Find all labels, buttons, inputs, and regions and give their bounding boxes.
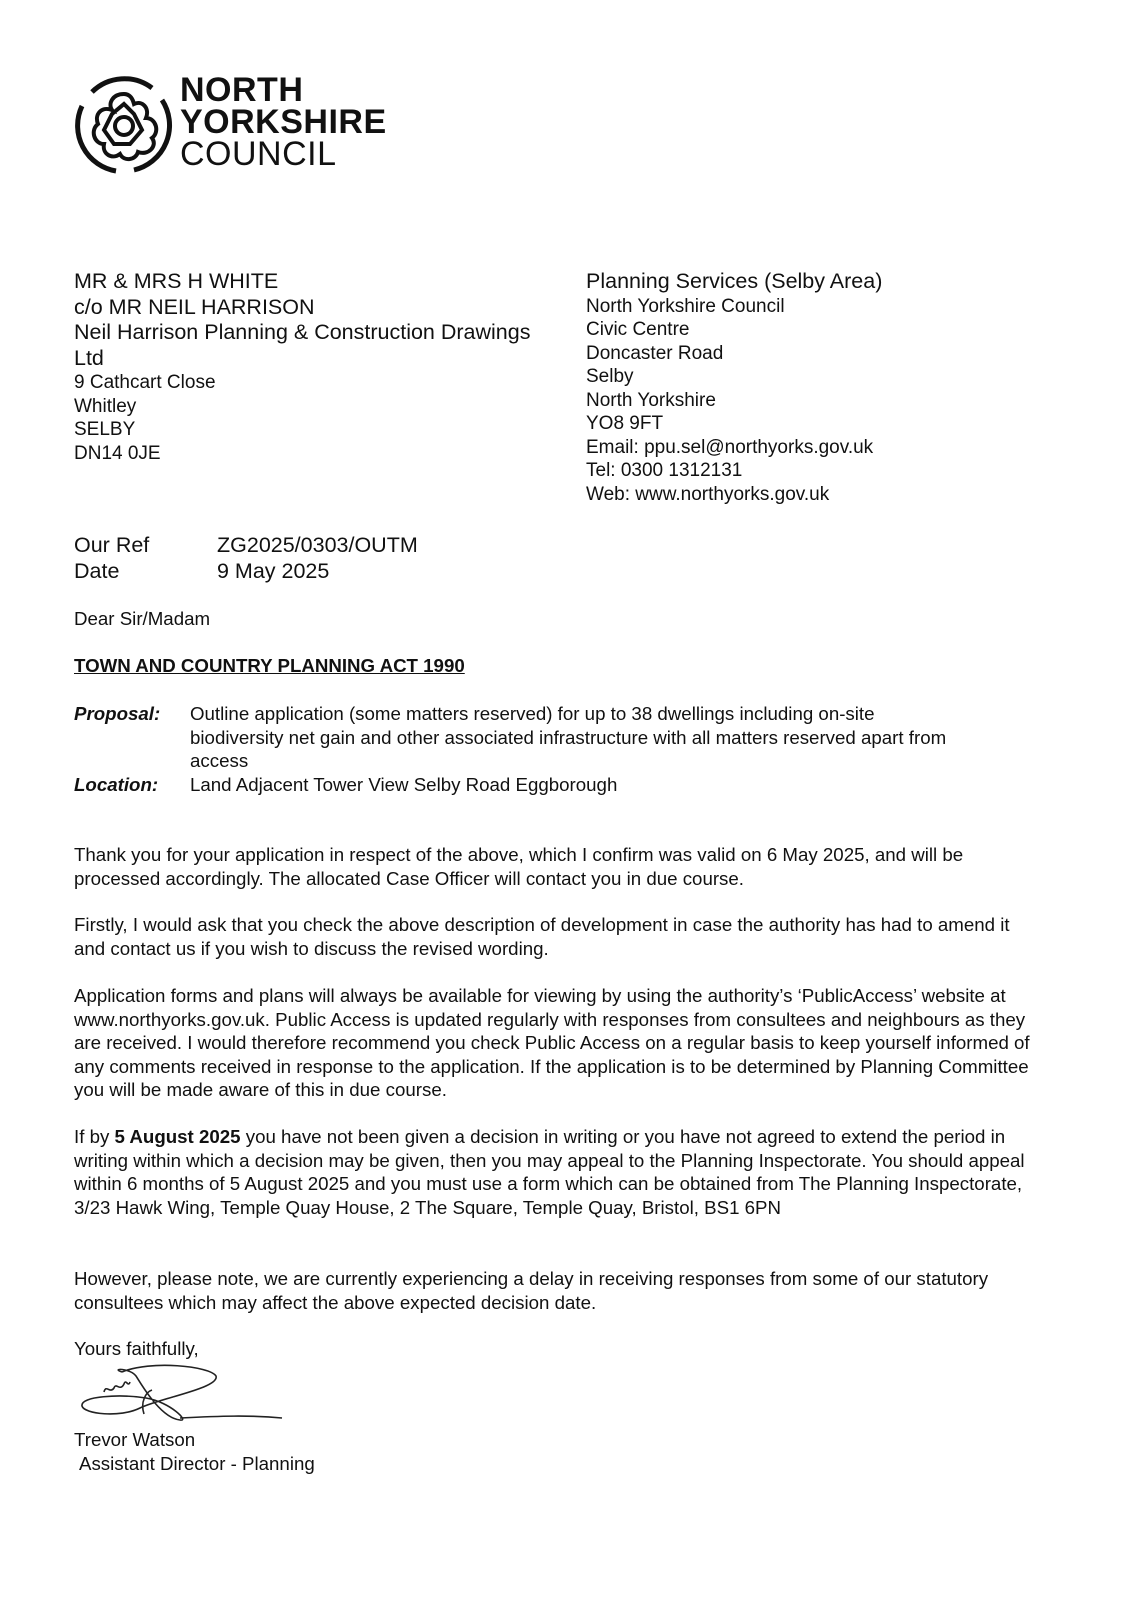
logo-wordmark xyxy=(180,71,387,173)
signatory-name: Trevor Watson xyxy=(74,1429,196,1450)
logo-line-3: COUNCIL xyxy=(180,135,337,173)
recipient-locality: Whitley xyxy=(74,395,137,417)
logo-line-2: YORKSHIRE xyxy=(180,103,387,141)
sender-line: YO8 9FT xyxy=(586,413,664,434)
recipient-postcode: DN14 0JE xyxy=(74,442,161,464)
recipient-address xyxy=(74,269,564,465)
recipient-care-of: c/o MR NEIL HARRISON xyxy=(74,294,315,319)
sender-line: North Yorkshire xyxy=(586,389,716,411)
closing: Yours faithfully, xyxy=(74,1338,199,1359)
proposal-block xyxy=(74,702,1044,796)
paragraph-validation: Thank you for your application in respect of the above, which I confirm was valid on 6 May 2025, and will be processed accordingly. The allocated Case Officer will contact you in due course. xyxy=(74,844,964,889)
our-ref-label: Our Ref xyxy=(74,533,150,557)
signature xyxy=(80,1362,290,1424)
proposal-text: Outline application (some matters reserved) for up to 38 dwellings including on-site biodiversity net gain and other associated infrastructure with all matters reserved apart from access xyxy=(190,703,947,771)
tudor-rose-icon xyxy=(72,74,176,178)
sender-address xyxy=(586,269,1026,506)
sender-line: North Yorkshire Council xyxy=(586,295,785,317)
proposal-label: Proposal: xyxy=(74,703,161,724)
location-label: Location: xyxy=(74,773,159,795)
location-text: Land Adjacent Tower View Selby Road Eggborough xyxy=(190,773,618,795)
signatory-role: Assistant Director - Planning xyxy=(79,1453,315,1474)
council-logo xyxy=(72,72,392,182)
recipient-name: MR & MRS H WHITE xyxy=(74,269,279,293)
salutation: Dear Sir/Madam xyxy=(74,608,211,629)
sender-line: Civic Centre xyxy=(586,319,690,340)
recipient-street: 9 Cathcart Close xyxy=(74,372,216,393)
sender-website: Web: www.northyorks.gov.uk xyxy=(586,483,830,505)
sender-line: Doncaster Road xyxy=(586,342,724,364)
reference-block xyxy=(74,532,418,584)
appeal-text: you have not been given a decision in writing or you have not agreed to extend the period in writing within which a decision may be given, then you may appeal to the Planning Inspectorate. You should appeal within 6 months of 5 August 2025 and you must use a form which can be obtained from The Planning Inspectorate, 3/23 Hawk Wing, Temple Quay House, 2 The Square, Temple Quay, Bristol, BS1 6PN xyxy=(74,1126,1025,1218)
paragraph-description-check: Firstly, I would ask that you check the above description of development in case the authority has had to amend it and contact us if you wish to discuss the revised wording. xyxy=(74,914,1010,959)
paragraph-delay-note: However, please note, we are currently experiencing a delay in receiving responses from some of our statutory consultees which may affect the above expected decision date. xyxy=(74,1268,989,1313)
recipient-company: Neil Harrison Planning & Construction Drawings Ltd xyxy=(74,320,531,370)
sender-department: Planning Services (Selby Area) xyxy=(586,269,883,293)
appeal-prefix: If by xyxy=(74,1126,115,1147)
sender-phone: Tel: 0300 1312131 xyxy=(586,460,743,481)
recipient-town: SELBY xyxy=(74,419,136,440)
sender-line: Selby xyxy=(586,366,634,387)
date-label: Date xyxy=(74,559,120,583)
decision-date: 5 August 2025 xyxy=(114,1126,241,1147)
date-value: 9 May 2025 xyxy=(217,559,330,583)
letter-heading: TOWN AND COUNTRY PLANNING ACT 1990 xyxy=(74,655,465,676)
logo-line-1: NORTH xyxy=(180,71,304,109)
sender-email: Email: ppu.sel@northyorks.gov.uk xyxy=(586,436,874,458)
paragraph-appeal xyxy=(74,1125,1044,1219)
our-ref-value: ZG2025/0303/OUTM xyxy=(217,533,418,557)
paragraph-public-access: Application forms and plans will always be available for viewing by using the authority’s ‘PublicAccess’ website at www.northyorks.gov.uk. Public Access is updated regularly with responses from consultees and neighbours as they are received. I would therefore recommend you check Public Access on a regular basis to keep yourself informed of any comments received in response to the application. If the application is to be determined by Planning Committee you will be made aware of this in due course. xyxy=(74,985,1030,1100)
